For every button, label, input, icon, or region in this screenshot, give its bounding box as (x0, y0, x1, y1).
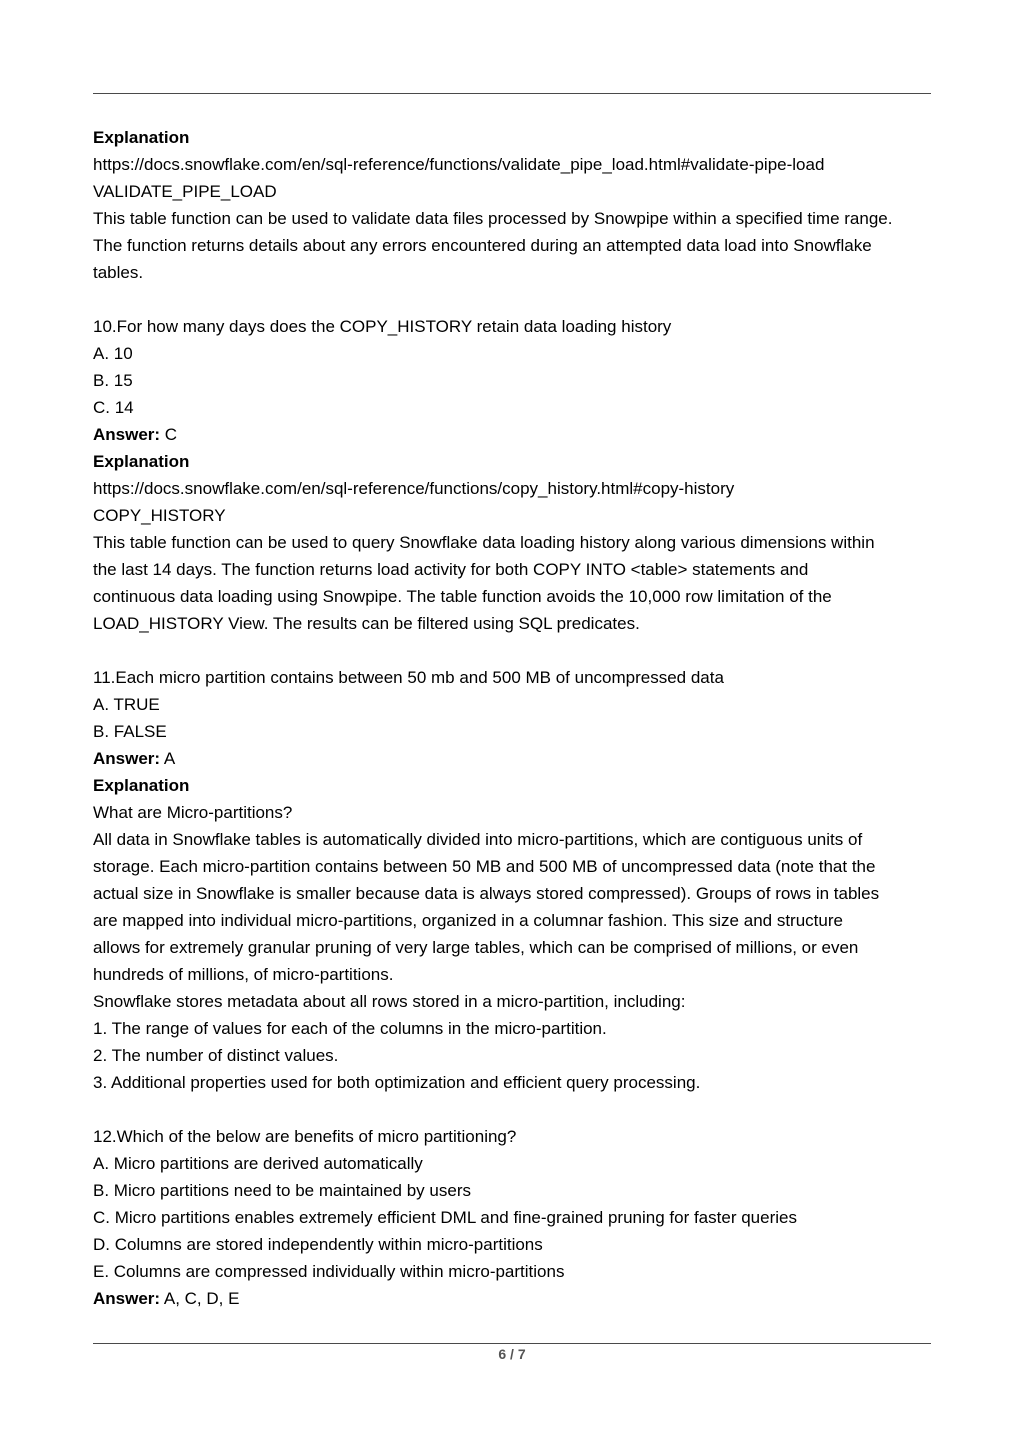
page-number: 6 / 7 (498, 1346, 526, 1362)
reference-url: https://docs.snowflake.com/en/sql-reference/functions/validate_pipe_load.html#validate-pipe-load (93, 155, 825, 174)
question-10: 10.For how many days does the COPY_HISTORY retain data loading history (93, 317, 672, 336)
option: C. Micro partitions enables extremely efficient DML and fine-grained pruning for faster queries (93, 1208, 797, 1227)
answer-line (93, 1285, 943, 1312)
option: B. Micro partitions need to be maintained by users (93, 1181, 471, 1200)
answer-value: A, C, D, E (160, 1289, 240, 1308)
explanation-line: LOAD_HISTORY View. The results can be filtered using SQL predicates. (93, 614, 640, 633)
explanation-line: storage. Each micro-partition contains between 50 MB and 500 MB of uncompressed data (note that the (93, 857, 876, 876)
explanation-line: This table function can be used to query Snowflake data loading history along various dimensions within (93, 533, 875, 552)
explanation-line: Snowflake stores metadata about all rows stored in a micro-partition, including: (93, 992, 686, 1011)
option: B. 15 (93, 371, 133, 390)
reference-url: https://docs.snowflake.com/en/sql-reference/functions/copy_history.html#copy-history (93, 479, 735, 498)
question-11: 11.Each micro partition contains between 50 mb and 500 MB of uncompressed data (93, 668, 724, 687)
option: D. Columns are stored independently within micro-partitions (93, 1235, 543, 1254)
explanation-line: 1. The range of values for each of the columns in the micro-partition. (93, 1019, 607, 1038)
answer-label: Answer: (93, 425, 161, 444)
document-body (93, 124, 943, 1312)
explanation-line: allows for extremely granular pruning of very large tables, which can be comprised of millions, or even (93, 938, 859, 957)
explanation-heading: Explanation (93, 128, 190, 147)
option: A. Micro partitions are derived automatically (93, 1154, 423, 1173)
explanation-line: What are Micro-partitions? (93, 803, 293, 822)
answer-line (93, 745, 943, 772)
footer-divider (93, 1343, 931, 1344)
explanation-heading: Explanation (93, 452, 190, 471)
explanation-line: hundreds of millions, of micro-partitions. (93, 965, 394, 984)
explanation-line: 2. The number of distinct values. (93, 1046, 339, 1065)
option: E. Columns are compressed individually within micro-partitions (93, 1262, 565, 1281)
explanation-line: The function returns details about any errors encountered during an attempted data load into Snowflake (93, 236, 872, 255)
explanation-line: 3. Additional properties used for both optimization and efficient query processing. (93, 1073, 701, 1092)
answer-value: C (160, 425, 178, 444)
option: A. 10 (93, 344, 133, 363)
question-12: 12.Which of the below are benefits of micro partitioning? (93, 1127, 517, 1146)
function-name: COPY_HISTORY (93, 506, 226, 525)
explanation-line: are mapped into individual micro-partitions, organized in a columnar fashion. This size and structure (93, 911, 843, 930)
answer-line (93, 421, 943, 448)
option: B. FALSE (93, 722, 167, 741)
explanation-line: This table function can be used to validate data files processed by Snowpipe within a specified time range. (93, 209, 893, 228)
explanation-heading: Explanation (93, 776, 190, 795)
option: A. TRUE (93, 695, 160, 714)
explanation-line: actual size in Snowflake is smaller because data is always stored compressed). Groups of rows in tables (93, 884, 880, 903)
option: C. 14 (93, 398, 134, 417)
answer-value: A (160, 749, 176, 768)
explanation-line: All data in Snowflake tables is automatically divided into micro-partitions, which are contiguous units of (93, 830, 863, 849)
function-name: VALIDATE_PIPE_LOAD (93, 182, 277, 201)
answer-label: Answer: (93, 749, 161, 768)
header-divider (93, 93, 931, 94)
explanation-line: the last 14 days. The function returns load activity for both COPY INTO <table> statements and (93, 560, 809, 579)
explanation-line: continuous data loading using Snowpipe. The table function avoids the 10,000 row limitation of the (93, 587, 832, 606)
answer-label: Answer: (93, 1289, 161, 1308)
explanation-line: tables. (93, 263, 144, 282)
